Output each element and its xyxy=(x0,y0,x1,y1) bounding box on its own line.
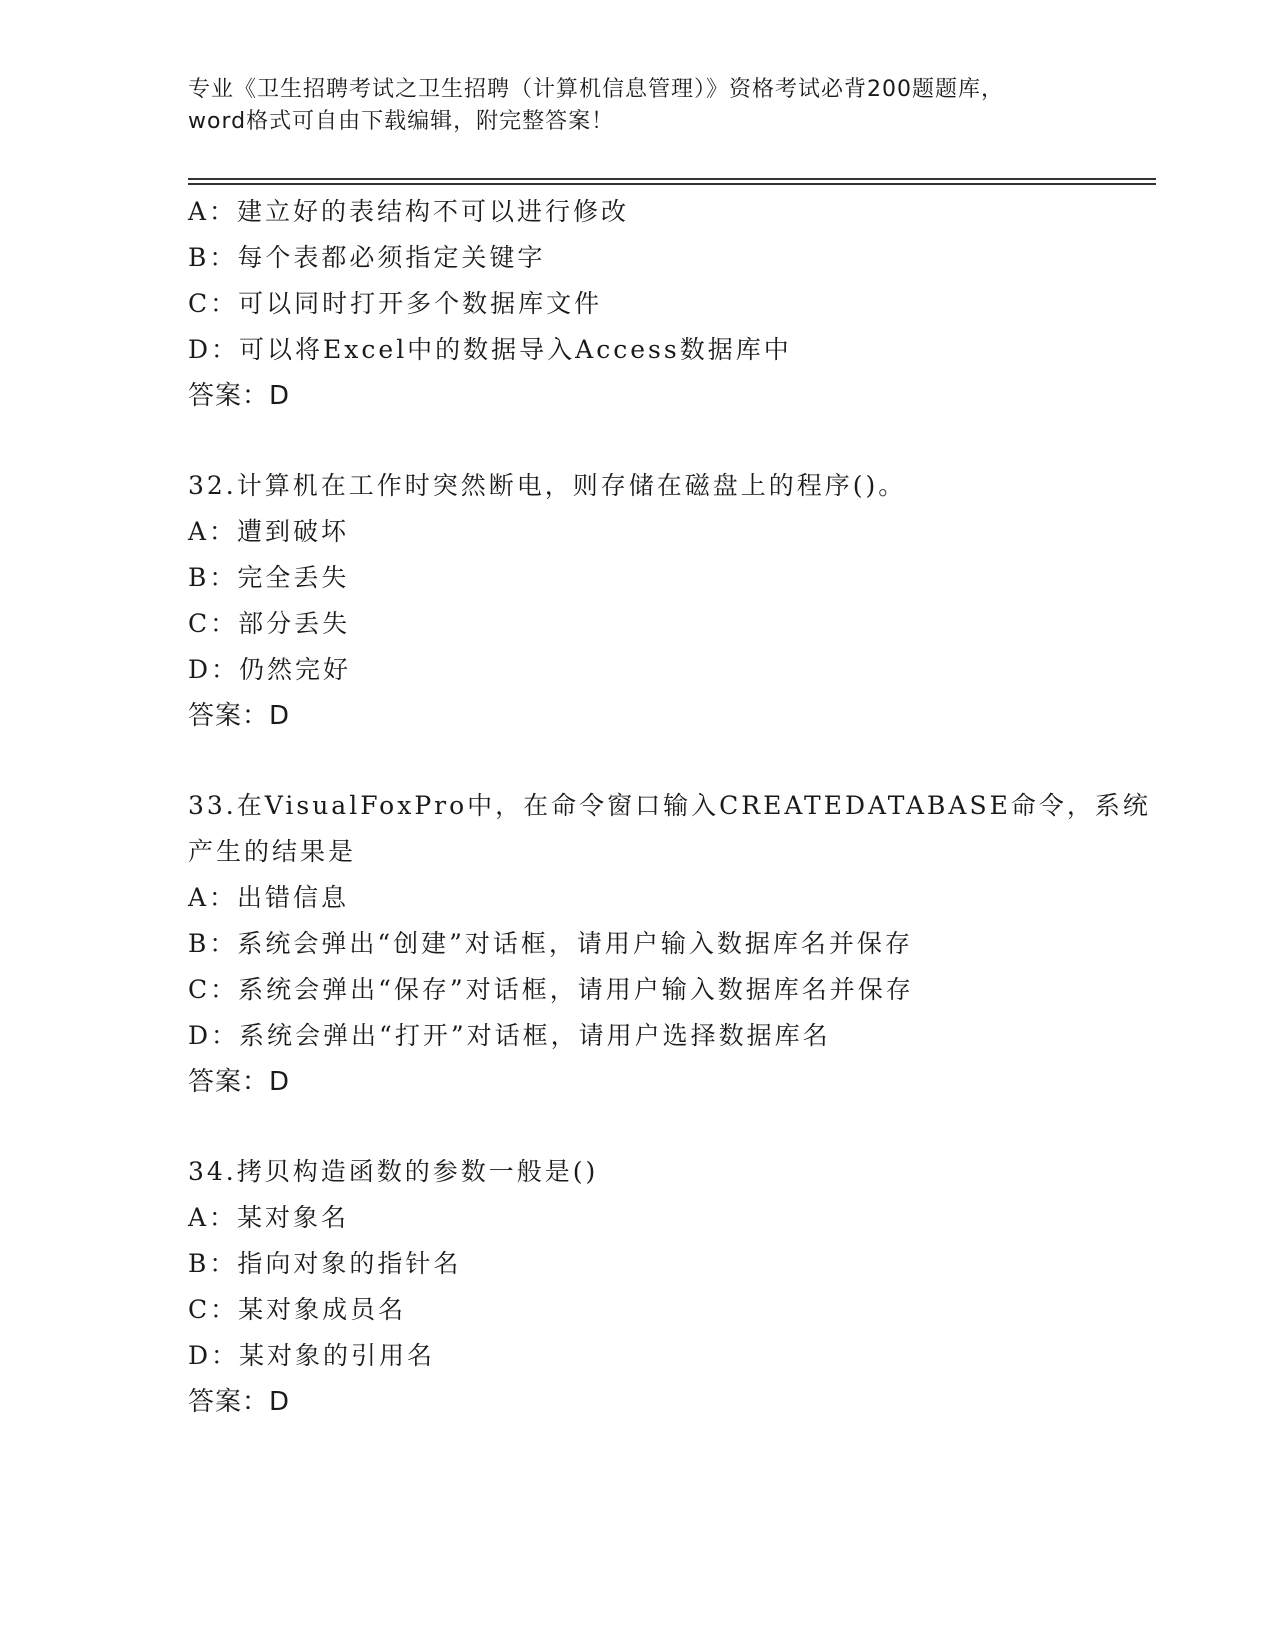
option-c: C：某对象成员名 xyxy=(188,1295,407,1324)
answer-line: 答案：D xyxy=(188,381,291,411)
question-stem: 32.计算机在工作时突然断电，则存储在磁盘上的程序()。 xyxy=(188,471,907,500)
question-34 xyxy=(188,1149,1088,1425)
option-d: D：仍然完好 xyxy=(188,655,352,684)
option-c: C：可以同时打开多个数据库文件 xyxy=(188,289,603,318)
question-33 xyxy=(188,783,1151,1105)
option-a: A：出错信息 xyxy=(188,883,350,912)
option-b: B：每个表都必须指定关键字 xyxy=(188,243,546,272)
question-spacer xyxy=(188,739,1088,783)
option-d: D：可以将Excel中的数据导入Access数据库中 xyxy=(188,335,792,364)
header-divider-top xyxy=(188,178,1156,180)
question-list xyxy=(188,189,1151,1425)
header-title-line-1: 专业《卫生招聘考试之卫生招聘（计算机信息管理）》资格考试必背200题题库， xyxy=(188,77,1004,102)
answer-line: 答案：D xyxy=(188,1067,291,1097)
answer-line: 答案：D xyxy=(188,701,291,731)
option-a: A：遭到破坏 xyxy=(188,517,350,546)
option-c: C：部分丢失 xyxy=(188,609,351,638)
document-header xyxy=(188,74,1088,138)
option-d: D：某对象的引用名 xyxy=(188,1341,436,1370)
question-stem-line-1: 33.在VisualFoxPro中，在命令窗口输入CREATEDATABASE命令，系统 xyxy=(188,791,1151,820)
option-c: C：系统会弹出“保存”对话框，请用户输入数据库名并保存 xyxy=(188,975,914,1004)
header-title-line-2: word格式可自由下载编辑，附完整答案！ xyxy=(188,109,615,134)
option-a: A：建立好的表结构不可以进行修改 xyxy=(188,197,630,226)
option-a: A：某对象名 xyxy=(188,1203,350,1232)
option-b: B：系统会弹出“创建”对话框，请用户输入数据库名并保存 xyxy=(188,929,913,958)
option-b: B：指向对象的指针名 xyxy=(188,1249,462,1278)
question-stem-line-2: 产生的结果是 xyxy=(188,837,357,866)
header-divider-bottom xyxy=(188,183,1156,185)
option-d: D：系统会弹出“打开”对话框，请用户选择数据库名 xyxy=(188,1021,831,1050)
question-spacer xyxy=(188,419,1088,463)
option-b: B：完全丢失 xyxy=(188,563,350,592)
question-stem: 34.拷贝构造函数的参数一般是() xyxy=(188,1157,599,1186)
question-31 xyxy=(188,189,1088,419)
question-32 xyxy=(188,463,1088,739)
question-spacer xyxy=(188,1105,1088,1149)
answer-line: 答案：D xyxy=(188,1387,291,1417)
